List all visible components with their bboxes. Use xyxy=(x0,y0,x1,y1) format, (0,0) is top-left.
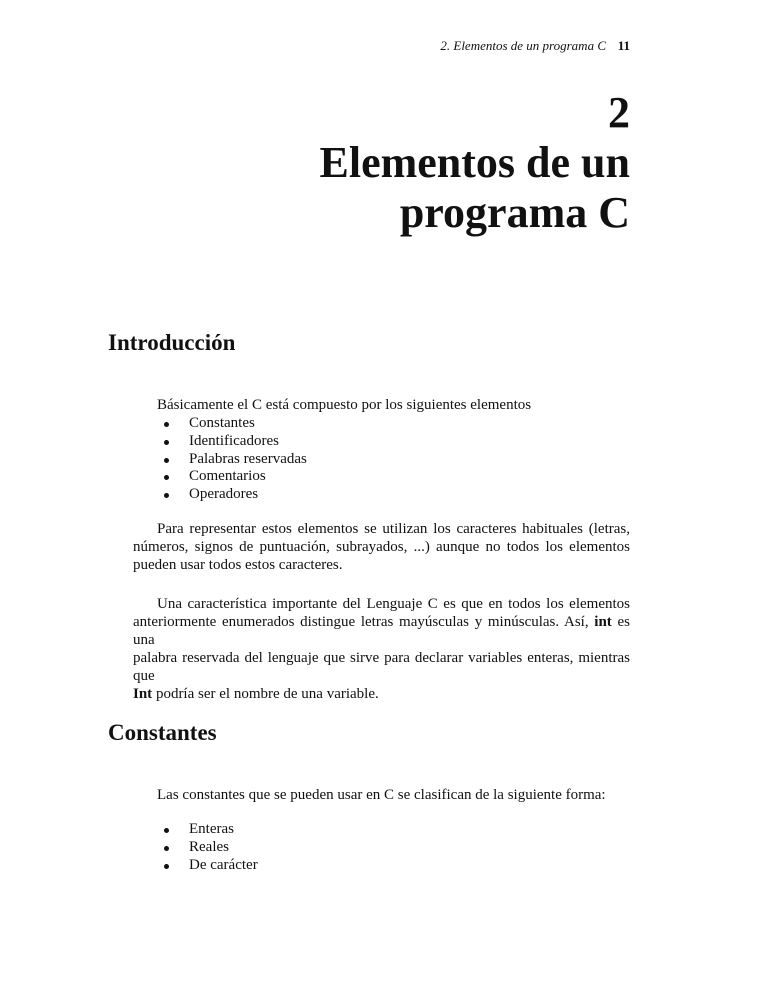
section-heading-constantes: Constantes xyxy=(108,720,217,745)
intro-lead: Básicamente el C está compuesto por los siguientes elementos xyxy=(157,397,532,413)
list-item: Identificadores xyxy=(157,433,307,451)
running-header-title: 2. Elementos de un programa C xyxy=(440,38,606,53)
intro-element-list xyxy=(157,415,307,504)
chapter-title-line-1: Elementos de un xyxy=(319,138,630,187)
constantes-type-list xyxy=(157,821,258,874)
paragraph-line: palabra reservada del lenguaje que sirve para declarar variables enteras, mientras que xyxy=(133,650,630,684)
list-item: Palabras reservadas xyxy=(157,451,307,469)
paragraph-line xyxy=(133,685,630,703)
list-item: Enteras xyxy=(157,821,258,839)
list-item: Reales xyxy=(157,839,258,857)
keyword-int: int xyxy=(594,614,612,630)
section-heading-introduccion: Introducción xyxy=(108,330,236,355)
page-number: 11 xyxy=(617,38,630,53)
paragraph-line: Una característica importante del Lenguaje C es que en todos los elementos xyxy=(157,596,630,612)
text: anteriormente enumerados distingue letras mayúsculas y minúsculas. Así, xyxy=(133,614,595,630)
text: podría ser el nombre de una variable. xyxy=(152,686,379,702)
paragraph-line xyxy=(133,613,630,649)
list-item: De carácter xyxy=(157,857,258,875)
chapter-title-line-2: programa C xyxy=(399,188,630,237)
intro-paragraph-1 xyxy=(133,520,630,574)
intro-paragraph-2 xyxy=(133,595,630,703)
list-item: Comentarios xyxy=(157,468,307,486)
paragraph-line: Para representar estos elementos se utilizan los caracteres habituales (letras, xyxy=(157,521,630,537)
constantes-lead: Las constantes que se pueden usar en C se clasifican de la siguiente forma: xyxy=(157,787,606,803)
paragraph-line: números, signos de puntuación, subrayados, ...) aunque no todos los elementos xyxy=(133,539,630,555)
text: es una xyxy=(133,614,631,648)
keyword-Int: Int xyxy=(133,686,153,702)
list-item: Operadores xyxy=(157,486,307,504)
paragraph-line: pueden usar todos estos caracteres. xyxy=(133,557,343,573)
chapter-number: 2 xyxy=(608,88,630,137)
list-item: Constantes xyxy=(157,415,307,433)
